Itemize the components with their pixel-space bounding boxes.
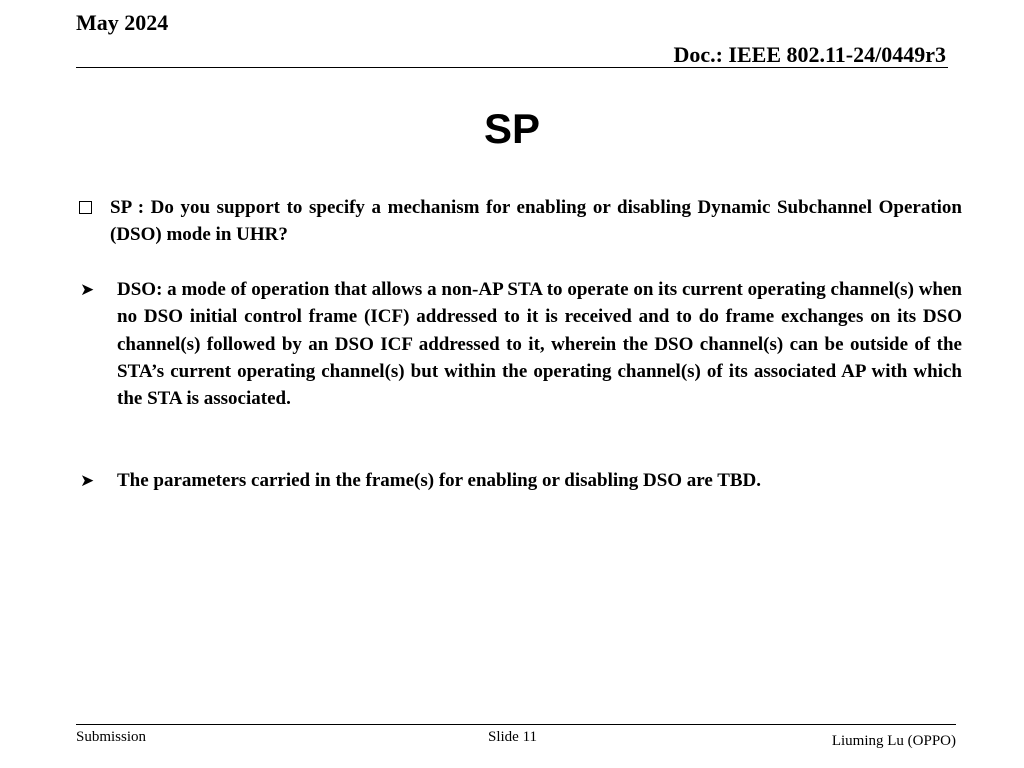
- footer-submission: Submission: [76, 729, 147, 745]
- header-divider: [76, 67, 948, 68]
- footer-slide-number: Slide 11: [488, 729, 538, 745]
- arrow-bullet-icon: ➤: [80, 280, 95, 299]
- bullet-item-parameters: The parameters carried in the frame(s) for enabling or disabling DSO are TBD.: [117, 470, 762, 491]
- bullet-item-dso-definition: DSO: a mode of operation that allows a non-AP STA to operate on its current operating channel(s) when no DSO initial control frame (ICF) addressed to it is received and to do frame exchanges on its DSO channel(s) followed by an DSO ICF addressed to it, wherein the DSO channel(s) can be outside of the STA’s current operating channel(s) but within the operating channel(s) of its associated AP with which the STA is associated.: [117, 279, 962, 410]
- arrow-bullet-icon: ➤: [80, 471, 95, 490]
- bullet-item-sp-question: SP : Do you support to specify a mechanism for enabling or disabling Dynamic Subchannel Operation (DSO) mode in UHR?: [110, 197, 962, 246]
- footer-divider: [76, 724, 956, 725]
- header-date: May 2024: [76, 10, 169, 35]
- header-doc-id: Doc.: IEEE 802.11-24/0449r3: [673, 42, 946, 67]
- slide-title: SP: [483, 105, 541, 152]
- checkbox-square-icon: [79, 201, 92, 214]
- footer-author: Liuming Lu (OPPO): [831, 733, 956, 749]
